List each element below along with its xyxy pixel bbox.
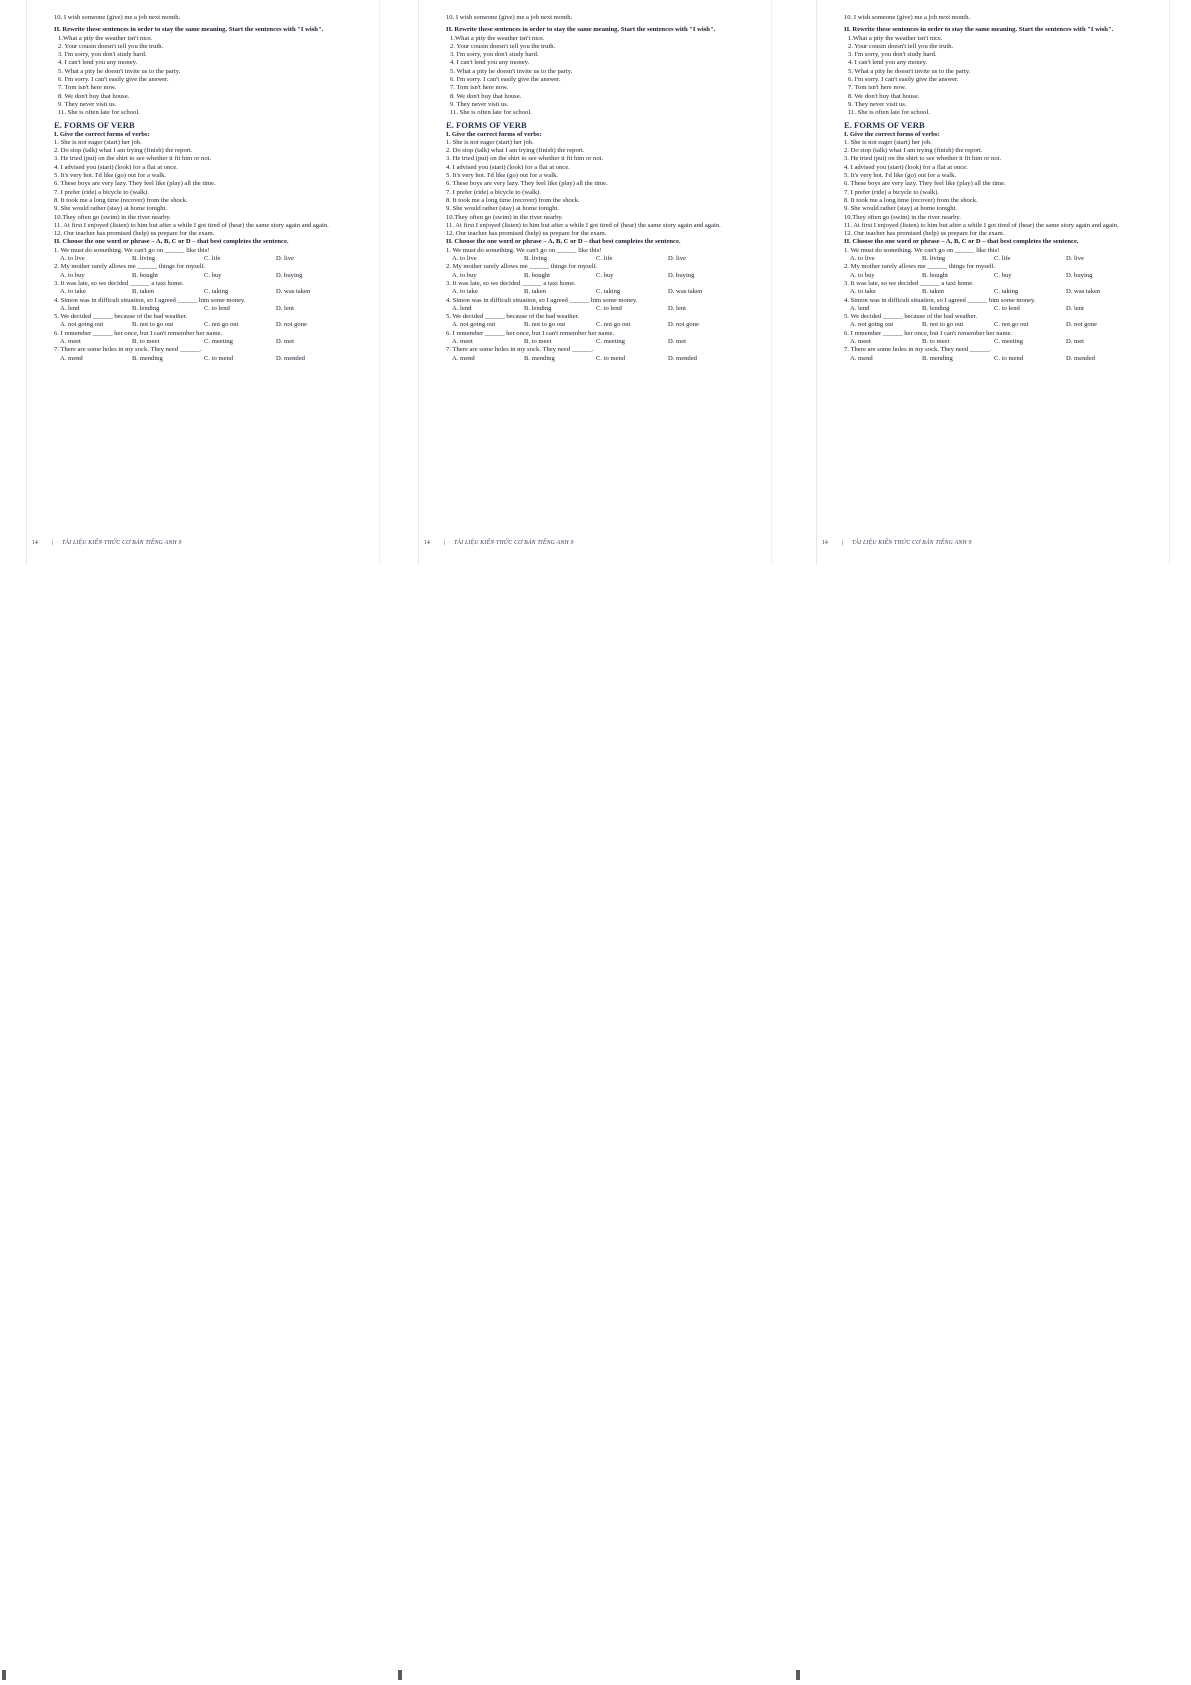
verb-form-item: 2. Do stop (talk) what I am trying (finish) the report.	[446, 147, 585, 155]
answer-option: A. to live	[850, 255, 875, 263]
answer-option: C. to lend	[596, 304, 622, 312]
answer-options	[844, 305, 1162, 313]
question-text: 2. My mother rarely allows me ______ things for myself.	[54, 263, 206, 271]
answer-option: D. buying	[668, 271, 695, 279]
page-edge-mark	[796, 1670, 800, 1680]
page-number: 14	[822, 540, 828, 546]
answer-option: D. buying	[276, 271, 303, 279]
answer-option: B. taken	[922, 288, 944, 296]
question-text: 7. There are some holes in my sock. They need ______.	[54, 346, 202, 354]
verb-form-item: 12. Our teacher has promised (help) us prepare for the exam.	[844, 230, 1005, 238]
previous-exercise-item: 10. I wish someone (give) me a job next month.	[844, 14, 971, 21]
answer-option: D. not gone	[1066, 321, 1097, 329]
rewrite-item: 1.What a pity the weather isn't nice.	[848, 34, 943, 42]
answer-option: B. lending	[132, 304, 160, 312]
question-text: 7. There are some holes in my sock. They need ______.	[446, 346, 594, 354]
rewrite-item: 11. She is often late for school.	[450, 109, 532, 117]
answer-option: C. buy	[596, 271, 614, 279]
answer-options	[844, 338, 1162, 346]
worksheet-page	[808, 0, 1170, 565]
verb-form-item: 9. She would rather (stay) at home tonight.	[446, 205, 559, 213]
answer-option: A. mend	[60, 354, 83, 362]
multiple-choice-heading: II. Choose the one word or phrase – A, B, C or D – that best completes the sentence.	[446, 238, 681, 246]
verb-forms-heading: I. Give the correct forms of verbs:	[446, 130, 542, 138]
verb-form-item: 5. It's very hot. I'd like (go) out for a walk.	[54, 172, 167, 180]
question-text: 1. We must do something. We can't go on ______ like this!	[54, 246, 210, 254]
answer-option: B. taken	[524, 288, 546, 296]
answer-option: A. lend	[60, 304, 80, 312]
page-right-edge	[771, 0, 772, 565]
question-text: 1. We must do something. We can't go on ______ like this!	[446, 246, 602, 254]
answer-option: C. not go out	[204, 321, 239, 329]
rewrite-item: 6. I'm sorry. I can't easily give the answer.	[848, 76, 959, 84]
rewrite-item: 9. They never visit us.	[450, 100, 509, 108]
section-title: E. FORMS OF VERB	[54, 119, 135, 130]
answer-option: A. meet	[60, 337, 81, 345]
answer-options	[54, 272, 372, 280]
question-text: 7. There are some holes in my sock. They need ______.	[844, 346, 992, 354]
footer-separator: |	[444, 540, 446, 546]
answer-option: A. to live	[452, 255, 477, 263]
verb-form-item: 2. Do stop (talk) what I am trying (finish) the report.	[54, 147, 193, 155]
answer-option: C. to lend	[204, 304, 230, 312]
footer-separator: |	[842, 540, 844, 546]
answer-option: B. to meet	[132, 337, 160, 345]
rewrite-item: 2. Your cousin doesn't tell you the truth.	[450, 42, 556, 50]
answer-option: A. to take	[850, 288, 876, 296]
rewrite-item: 4. I can't lend you any money.	[848, 59, 928, 67]
answer-option: D. live	[668, 255, 686, 263]
verb-forms-heading: I. Give the correct forms of verbs:	[844, 130, 940, 138]
answer-option: A. to take	[60, 288, 86, 296]
question-text: 2. My mother rarely allows me ______ things for myself.	[844, 263, 996, 271]
verb-form-item: 1. She is not eager (start) her job.	[446, 138, 534, 146]
page-content	[844, 14, 1162, 363]
answer-options	[54, 338, 372, 346]
answer-option: C. to mend	[596, 354, 626, 362]
rewrite-exercise-heading: II. Rewrite these sentences in order to stay the same meaning. Start the sentences with "I wish".	[54, 26, 324, 34]
answer-option: B. mending	[132, 354, 163, 362]
verb-form-item: 11. At first I enjoyed (listen) to him but after a while I got tired of (hear) the same story again and again.	[446, 221, 721, 229]
answer-option: B. to meet	[922, 337, 950, 345]
question-text: 5. We decided ______ because of the bad weather.	[844, 313, 978, 321]
answer-option: D. met	[276, 337, 294, 345]
verb-form-item: 7. I prefer (ride) a bicycle to (walk).	[844, 188, 940, 196]
question-text: 2. My mother rarely allows me ______ things for myself.	[446, 263, 598, 271]
verb-form-item: 4. I advised you (start) (look) for a flat at once.	[844, 163, 968, 171]
rewrite-item: 6. I'm sorry. I can't easily give the answer.	[58, 76, 169, 84]
rewrite-item: 6. I'm sorry. I can't easily give the answer.	[450, 76, 561, 84]
rewrite-item: 3. I'm sorry, you don't study hard.	[848, 51, 937, 59]
rewrite-item: 2. Your cousin doesn't tell you the truth.	[848, 42, 954, 50]
question-text: 3. It was late, so we decided ______ a taxi home.	[54, 279, 184, 287]
answer-option: A. lend	[452, 304, 472, 312]
book-title: TÀI LIỆU KIẾN THỨC CƠ BẢN TIẾNG ANH 9	[852, 540, 972, 546]
rewrite-item: 7. Tom isn't here now.	[848, 84, 907, 92]
rewrite-item: 3. I'm sorry, you don't study hard.	[58, 51, 147, 59]
page-binding-edge	[418, 0, 419, 565]
answer-option: B. lending	[524, 304, 552, 312]
verb-form-item: 1. She is not eager (start) her job.	[54, 138, 142, 146]
verb-form-item: 6. These boys are very lazy. They feel like (play) all the time.	[54, 180, 216, 188]
rewrite-item: 2. Your cousin doesn't tell you the truth.	[58, 42, 164, 50]
verb-form-item: 11. At first I enjoyed (listen) to him but after a while I got tired of (hear) the same story again and again.	[844, 221, 1119, 229]
answer-option: D. was taken	[668, 288, 703, 296]
answer-option: C. taking	[204, 288, 229, 296]
page-edge-mark	[398, 1670, 402, 1680]
verb-form-item: 8. It took me a long time (recover) from the shock.	[54, 196, 188, 204]
rewrite-exercise-heading: II. Rewrite these sentences in order to stay the same meaning. Start the sentences with "I wish".	[446, 26, 716, 34]
page-right-edge	[1169, 0, 1170, 565]
answer-option: A. meet	[850, 337, 871, 345]
verb-form-item: 8. It took me a long time (recover) from the shock.	[446, 196, 580, 204]
answer-options	[54, 321, 372, 329]
answer-option: B. living	[922, 255, 946, 263]
answer-option: D. buying	[1066, 271, 1093, 279]
page-content	[446, 14, 764, 363]
answer-option: C. to mend	[204, 354, 234, 362]
page-right-edge	[379, 0, 380, 565]
answer-option: D. mended	[276, 354, 305, 362]
verb-form-item: 2. Do stop (talk) what I am trying (finish) the report.	[844, 147, 983, 155]
question-text: 6. I remember ______ her once, but I can't remember her name.	[446, 329, 615, 337]
answer-option: A. to buy	[60, 271, 85, 279]
rewrite-item: 7. Tom isn't here now.	[450, 84, 509, 92]
answer-option: A. to take	[452, 288, 478, 296]
answer-option: D. was taken	[276, 288, 311, 296]
question-text: 5. We decided ______ because of the bad weather.	[446, 313, 580, 321]
question-text: 3. It was late, so we decided ______ a taxi home.	[844, 279, 974, 287]
answer-option: B. taken	[132, 288, 154, 296]
rewrite-item: 4. I can't lend you any money.	[58, 59, 138, 67]
answer-options	[54, 255, 372, 263]
answer-option: A. not going out	[452, 321, 496, 329]
answer-option: A. to buy	[850, 271, 875, 279]
answer-option: C. to mend	[994, 354, 1024, 362]
verb-form-item: 7. I prefer (ride) a bicycle to (walk).	[54, 188, 150, 196]
answer-option: B. living	[132, 255, 156, 263]
page-number: 14	[32, 540, 38, 546]
page-footer	[822, 540, 972, 546]
verb-form-item: 9. She would rather (stay) at home tonight.	[844, 205, 957, 213]
answer-option: D. was taken	[1066, 288, 1101, 296]
answer-options	[446, 272, 764, 280]
multiple-choice-heading: II. Choose the one word or phrase – A, B, C or D – that best completes the sentence.	[54, 238, 289, 246]
answer-option: B. not to go out	[922, 321, 964, 329]
answer-option: A. lend	[850, 304, 870, 312]
answer-option: B. to meet	[524, 337, 552, 345]
answer-options	[844, 272, 1162, 280]
answer-option: D. live	[1066, 255, 1084, 263]
rewrite-item: 1.What a pity the weather isn't nice.	[450, 34, 545, 42]
answer-option: C. life	[596, 255, 613, 263]
verb-form-item: 12. Our teacher has promised (help) us prepare for the exam.	[446, 230, 607, 238]
book-title: TÀI LIỆU KIẾN THỨC CƠ BẢN TIẾNG ANH 9	[454, 540, 574, 546]
verb-form-item: 5. It's very hot. I'd like (go) out for a walk.	[844, 172, 957, 180]
verb-form-item: 6. These boys are very lazy. They feel like (play) all the time.	[844, 180, 1006, 188]
rewrite-item: 7. Tom isn't here now.	[58, 84, 117, 92]
rewrite-item: 8. We don't buy that house.	[450, 92, 522, 100]
answer-options	[446, 288, 764, 296]
verb-form-item: 3. He tried (put) on the shirt to see whether it fit him or not.	[54, 155, 212, 163]
worksheet-page	[410, 0, 772, 565]
verb-form-item: 4. I advised you (start) (look) for a flat at once.	[54, 163, 178, 171]
page-edge-mark	[2, 1670, 6, 1680]
worksheet-page	[18, 0, 380, 565]
answer-options	[844, 355, 1162, 363]
verb-form-item: 11. At first I enjoyed (listen) to him but after a while I got tired of (hear) the same story again and again.	[54, 221, 329, 229]
rewrite-item: 3. I'm sorry, you don't study hard.	[450, 51, 539, 59]
rewrite-item: 1.What a pity the weather isn't nice.	[58, 34, 153, 42]
answer-option: C. life	[204, 255, 221, 263]
verb-form-item: 6. These boys are very lazy. They feel like (play) all the time.	[446, 180, 608, 188]
verb-form-item: 9. She would rather (stay) at home tonight.	[54, 205, 167, 213]
answer-option: D. not gone	[668, 321, 699, 329]
question-text: 1. We must do something. We can't go on ______ like this!	[844, 246, 1000, 254]
answer-option: B. lending	[922, 304, 950, 312]
verb-form-item: 7. I prefer (ride) a bicycle to (walk).	[446, 188, 542, 196]
answer-options	[446, 255, 764, 263]
answer-option: C. to lend	[994, 304, 1020, 312]
answer-option: B. mending	[524, 354, 555, 362]
answer-option: C. life	[994, 255, 1011, 263]
answer-options	[844, 321, 1162, 329]
answer-option: C. meeting	[204, 337, 233, 345]
answer-option: D. mended	[1066, 354, 1095, 362]
answer-options	[54, 305, 372, 313]
verb-form-item: 4. I advised you (start) (look) for a flat at once.	[446, 163, 570, 171]
answer-option: B. not to go out	[524, 321, 566, 329]
previous-exercise-item: 10. I wish someone (give) me a job next month.	[446, 14, 573, 21]
verb-form-item: 10.They often go (swim) in the river nearby.	[54, 213, 171, 221]
rewrite-item: 9. They never visit us.	[58, 100, 117, 108]
answer-option: C. meeting	[596, 337, 625, 345]
footer-separator: |	[52, 540, 54, 546]
answer-option: A. mend	[452, 354, 475, 362]
rewrite-item: 5. What a pity he doesn't invite us to the party.	[450, 67, 573, 75]
rewrite-item: 5. What a pity he doesn't invite us to the party.	[58, 67, 181, 75]
book-title: TÀI LIỆU KIẾN THỨC CƠ BẢN TIẾNG ANH 9	[62, 540, 182, 546]
question-text: 3. It was late, so we decided ______ a taxi home.	[446, 279, 576, 287]
answer-option: A. mend	[850, 354, 873, 362]
answer-option: B. bought	[132, 271, 159, 279]
page-binding-edge	[816, 0, 817, 565]
answer-option: C. buy	[204, 271, 222, 279]
answer-option: A. not going out	[850, 321, 894, 329]
rewrite-item: 11. She is often late for school.	[58, 109, 140, 117]
answer-options	[54, 355, 372, 363]
rewrite-item: 11. She is often late for school.	[848, 109, 930, 117]
answer-option: A. meet	[452, 337, 473, 345]
page-footer	[32, 540, 182, 546]
answer-option: C. not go out	[596, 321, 631, 329]
rewrite-item: 8. We don't buy that house.	[848, 92, 920, 100]
answer-options	[844, 288, 1162, 296]
page-content	[54, 14, 372, 363]
page-footer	[424, 540, 574, 546]
multiple-choice-heading: II. Choose the one word or phrase – A, B, C or D – that best completes the sentence.	[844, 238, 1079, 246]
answer-options	[446, 338, 764, 346]
answer-option: D. live	[276, 255, 294, 263]
answer-option: C. buy	[994, 271, 1012, 279]
answer-option: D. not gone	[276, 321, 307, 329]
answer-options	[54, 288, 372, 296]
verb-forms-heading: I. Give the correct forms of verbs:	[54, 130, 150, 138]
question-text: 4. Simon was in difficult situation, so I agreed ______ him some money.	[844, 296, 1036, 304]
answer-option: B. mending	[922, 354, 953, 362]
question-text: 6. I remember ______ her once, but I can't remember her name.	[54, 329, 223, 337]
rewrite-item: 9. They never visit us.	[848, 100, 907, 108]
answer-option: D. met	[668, 337, 686, 345]
verb-form-item: 8. It took me a long time (recover) from the shock.	[844, 196, 978, 204]
page-number: 14	[424, 540, 430, 546]
answer-option: B. bought	[524, 271, 551, 279]
answer-option: A. to buy	[452, 271, 477, 279]
question-text: 4. Simon was in difficult situation, so I agreed ______ him some money.	[54, 296, 246, 304]
answer-option: D. met	[1066, 337, 1084, 345]
question-text: 4. Simon was in difficult situation, so I agreed ______ him some money.	[446, 296, 638, 304]
answer-option: D. lent	[1066, 304, 1084, 312]
answer-options	[446, 305, 764, 313]
rewrite-exercise-heading: II. Rewrite these sentences in order to stay the same meaning. Start the sentences with "I wish".	[844, 26, 1114, 34]
verb-form-item: 10.They often go (swim) in the river nearby.	[446, 213, 563, 221]
answer-option: A. not going out	[60, 321, 104, 329]
answer-option: D. mended	[668, 354, 697, 362]
answer-option: C. not go out	[994, 321, 1029, 329]
answer-option: A. to live	[60, 255, 85, 263]
section-title: E. FORMS OF VERB	[844, 119, 925, 130]
verb-form-item: 10.They often go (swim) in the river nearby.	[844, 213, 961, 221]
question-text: 6. I remember ______ her once, but I can't remember her name.	[844, 329, 1013, 337]
answer-options	[844, 255, 1162, 263]
rewrite-item: 5. What a pity he doesn't invite us to the party.	[848, 67, 971, 75]
previous-exercise-item: 10. I wish someone (give) me a job next month.	[54, 14, 181, 21]
answer-option: B. living	[524, 255, 548, 263]
page-binding-edge	[26, 0, 27, 565]
verb-form-item: 12. Our teacher has promised (help) us prepare for the exam.	[54, 230, 215, 238]
answer-options	[446, 355, 764, 363]
answer-option: C. taking	[994, 288, 1019, 296]
answer-option: C. meeting	[994, 337, 1023, 345]
answer-option: D. lent	[276, 304, 294, 312]
verb-form-item: 3. He tried (put) on the shirt to see whether it fit him or not.	[844, 155, 1002, 163]
answer-option: B. bought	[922, 271, 949, 279]
verb-form-item: 3. He tried (put) on the shirt to see whether it fit him or not.	[446, 155, 604, 163]
question-text: 5. We decided ______ because of the bad weather.	[54, 313, 188, 321]
answer-option: C. taking	[596, 288, 621, 296]
answer-option: B. not to go out	[132, 321, 174, 329]
section-title: E. FORMS OF VERB	[446, 119, 527, 130]
answer-option: D. lent	[668, 304, 686, 312]
verb-form-item: 5. It's very hot. I'd like (go) out for a walk.	[446, 172, 559, 180]
verb-form-item: 1. She is not eager (start) her job.	[844, 138, 932, 146]
answer-options	[446, 321, 764, 329]
rewrite-item: 8. We don't buy that house.	[58, 92, 130, 100]
rewrite-item: 4. I can't lend you any money.	[450, 59, 530, 67]
